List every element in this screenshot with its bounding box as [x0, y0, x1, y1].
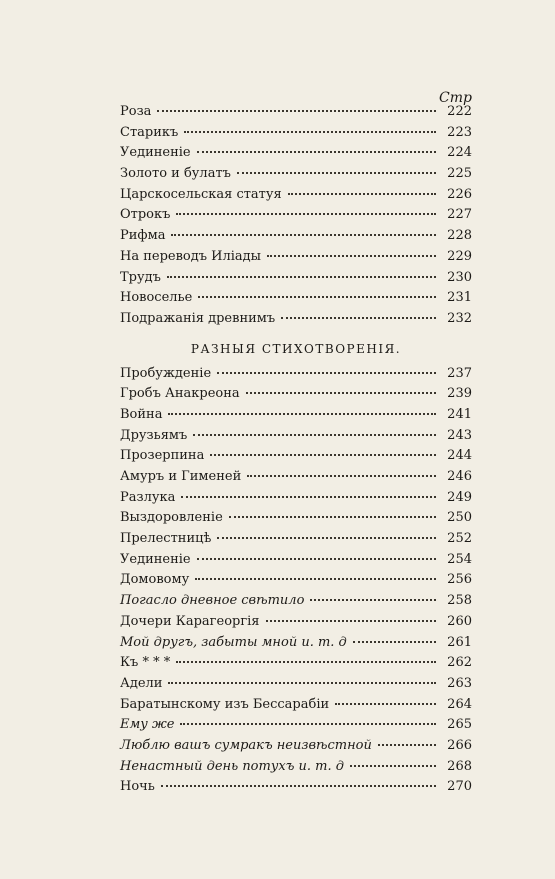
toc-entry-page: 256: [447, 572, 472, 588]
toc-entry-title: Ему же: [120, 717, 175, 733]
dot-leader: [288, 193, 436, 195]
toc-entry-page: 261: [447, 634, 472, 650]
toc-entry-title: Ночь: [120, 779, 155, 795]
toc-entry: [120, 510, 472, 531]
section-heading: РАЗНЫЯ СТИХОТВОРЕНІЯ.: [190, 341, 402, 356]
toc-entry-page: 252: [447, 531, 472, 547]
dot-leader: [281, 317, 436, 319]
toc-entry: [120, 207, 472, 228]
toc-entry-page: 230: [447, 269, 472, 285]
table-of-contents: [120, 104, 472, 800]
toc-entry: [120, 738, 472, 759]
dot-leader: [350, 765, 436, 767]
toc-entry-page: 268: [447, 758, 472, 774]
toc-entry-title: Баратынскому изъ Бессарабіи: [120, 696, 330, 712]
toc-entry: [120, 145, 472, 166]
toc-entry-page: 265: [447, 717, 472, 733]
toc-entry: [120, 697, 472, 718]
toc-entry: [120, 228, 472, 249]
toc-entry-title: Новоселье: [120, 290, 193, 306]
dot-leader: [210, 454, 436, 456]
toc-entry-title: Амуръ и Гименей: [120, 469, 242, 484]
toc-entry: [120, 572, 472, 593]
toc-entry-page: 241: [447, 406, 472, 422]
toc-entry-title: Выздоровленіе: [120, 510, 223, 526]
toc-entry: [120, 635, 472, 656]
toc-entry-title: Трудъ: [120, 269, 161, 285]
toc-entry: [120, 717, 472, 738]
toc-entry: [120, 428, 472, 449]
dot-leader: [193, 434, 436, 436]
toc-entry-title: Люблю вашъ сумракъ неизвѣстной: [120, 737, 372, 753]
toc-group-2: [120, 366, 472, 800]
dot-leader: [353, 641, 436, 643]
dot-leader: [229, 516, 436, 518]
toc-entry: [120, 386, 472, 407]
toc-group-1: [120, 104, 472, 332]
toc-entry-page: 244: [447, 448, 472, 464]
page-column-header: Стр: [439, 90, 472, 106]
toc-entry: [120, 187, 472, 208]
toc-entry-title: Прелестницѣ: [120, 531, 212, 547]
dot-leader: [176, 213, 436, 215]
toc-entry-page: 270: [447, 779, 472, 795]
toc-entry: [120, 249, 472, 270]
toc-entry: [120, 311, 472, 332]
toc-entry-page: 263: [447, 675, 472, 691]
toc-entry: [120, 779, 472, 800]
toc-entry-title: Адели: [120, 675, 163, 691]
dot-leader: [198, 296, 436, 298]
dot-leader: [267, 255, 436, 257]
toc-entry-page: 228: [447, 228, 472, 244]
toc-entry-title: Отрокъ: [120, 207, 171, 223]
toc-entry-title: На переводъ Иліады: [120, 248, 262, 264]
toc-entry: [120, 531, 472, 552]
toc-entry-title: Погасло дневное свѣтило: [120, 593, 305, 609]
toc-entry: [120, 614, 472, 635]
toc-entry-title: Война: [120, 406, 163, 422]
toc-entry: [120, 490, 472, 511]
toc-entry: [120, 469, 472, 490]
toc-entry-title: Къ * * *: [120, 655, 171, 671]
toc-entry: [120, 166, 472, 187]
toc-entry: [120, 552, 472, 573]
toc-entry-page: 243: [447, 427, 472, 443]
toc-entry: [120, 290, 472, 311]
toc-entry-title: Мой другъ, забыты мной и. т. д: [120, 634, 347, 650]
dot-leader: [197, 558, 436, 560]
toc-entry-title: Уединеніе: [120, 551, 191, 567]
toc-entry-page: 254: [447, 551, 472, 567]
toc-entry-title: Старикъ: [120, 124, 179, 140]
toc-entry-page: 262: [447, 655, 472, 671]
toc-entry-page: 222: [447, 104, 472, 119]
toc-entry-title: Дочери Карагеоргія: [120, 613, 260, 629]
toc-entry-title: Рифма: [120, 228, 166, 244]
toc-entry-page: 246: [447, 469, 472, 484]
toc-entry-title: Царскосельская статуя: [120, 186, 282, 202]
toc-entry-title: Золото и булатъ: [120, 166, 231, 182]
dot-leader: [168, 413, 436, 415]
toc-entry-page: 229: [447, 248, 472, 264]
toc-entry: [120, 448, 472, 469]
toc-entry-title: Уединеніе: [120, 145, 191, 161]
dot-leader: [171, 234, 436, 236]
dot-leader: [266, 620, 436, 622]
dot-leader: [378, 744, 436, 746]
toc-entry: [120, 676, 472, 697]
dot-leader: [157, 110, 436, 112]
toc-entry-title: Пробужденіе: [120, 365, 212, 381]
toc-entry-page: 224: [447, 145, 472, 161]
dot-leader: [176, 661, 436, 663]
toc-entry-page: 249: [447, 489, 472, 505]
dot-leader: [161, 785, 436, 787]
toc-entry: [120, 407, 472, 428]
dot-leader: [197, 151, 436, 153]
dot-leader: [246, 392, 436, 394]
toc-entry-title: Разлука: [120, 489, 176, 505]
toc-entry-page: 260: [447, 613, 472, 629]
toc-entry: [120, 270, 472, 291]
toc-entry-title: Друзьямъ: [120, 427, 188, 443]
toc-entry-page: 239: [447, 386, 472, 402]
toc-entry: [120, 366, 472, 387]
toc-entry-title: Прозерпина: [120, 448, 205, 464]
dot-leader: [237, 172, 436, 174]
dot-leader: [168, 682, 436, 684]
toc-entry: [120, 125, 472, 146]
toc-entry-page: 232: [447, 310, 472, 326]
toc-entry-title: Ненастный день потухъ и. т. д: [120, 758, 344, 774]
toc-entry-page: 237: [447, 365, 472, 381]
toc-entry-title: Гробъ Анакреона: [120, 386, 240, 402]
dot-leader: [180, 723, 436, 725]
toc-entry: [120, 593, 472, 614]
dot-leader: [167, 276, 436, 278]
toc-entry-page: 258: [447, 593, 472, 609]
dot-leader: [335, 703, 436, 705]
toc-entry: [120, 655, 472, 676]
dot-leader: [181, 496, 436, 498]
toc-entry-page: 231: [447, 290, 472, 306]
toc-entry-page: 223: [447, 124, 472, 140]
dot-leader: [184, 131, 436, 133]
dot-leader: [247, 475, 436, 477]
toc-entry-title: Подражанія древнимъ: [120, 310, 276, 326]
toc-entry-page: 266: [447, 737, 472, 753]
toc-entry-page: 227: [447, 207, 472, 223]
toc-entry-title: Домовому: [120, 572, 190, 588]
dot-leader: [310, 599, 436, 601]
toc-entry-page: 264: [447, 696, 472, 712]
dot-leader: [217, 537, 436, 539]
toc-entry-page: 226: [447, 186, 472, 202]
toc-entry: [120, 759, 472, 780]
toc-entry: [120, 104, 472, 125]
dot-leader: [217, 372, 436, 374]
toc-entry-page: 225: [447, 166, 472, 182]
dot-leader: [195, 578, 436, 580]
toc-entry-page: 250: [447, 510, 472, 526]
toc-entry-title: Роза: [120, 104, 152, 119]
